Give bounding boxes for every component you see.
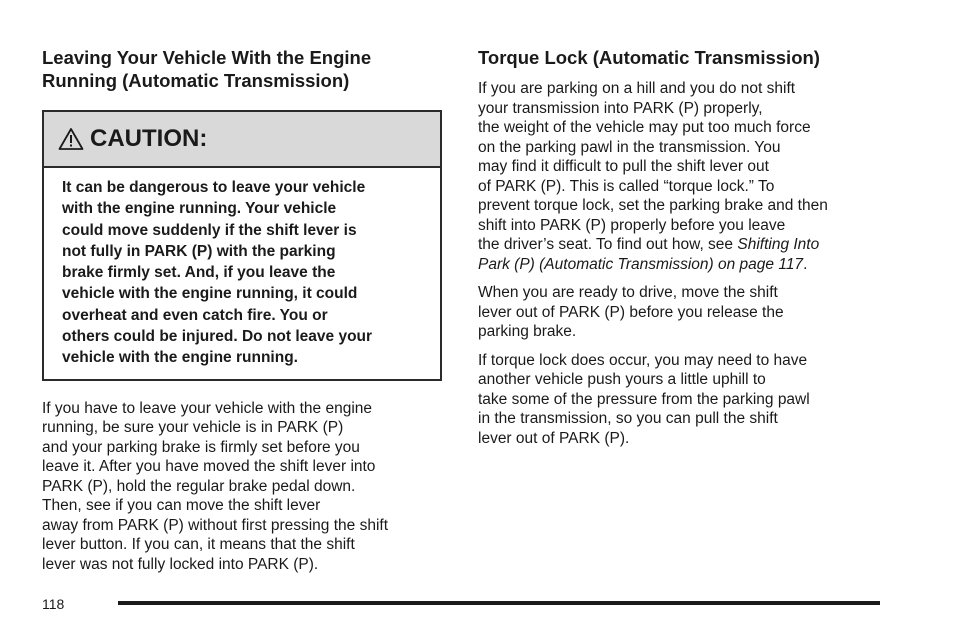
caution-line: others could be injured. Do not leave your — [62, 328, 373, 346]
text-line: and your parking brake is firmly set before you — [42, 438, 360, 456]
warning-triangle-icon — [58, 127, 84, 151]
text-line: may find it difficult to pull the shift lever out — [478, 158, 769, 175]
text-line: If you are parking on a hill and you do not shift — [478, 80, 796, 97]
right-column — [478, 46, 888, 448]
caution-line: not fully in PARK (P) with the parking — [62, 242, 336, 260]
caution-line: with the engine running. Your vehicle — [62, 200, 337, 218]
text-line: of PARK (P). This is called “torque lock.” To — [478, 177, 775, 195]
text-line: lever out of PARK (P) before you release the — [478, 303, 784, 321]
caution-body — [44, 168, 440, 379]
text-line: running, be sure your vehicle is in PARK (P) — [42, 419, 344, 437]
text-line: lever button. If you can, it means that the shift — [42, 536, 355, 554]
text-line: your transmission into PARK (P) properly, — [478, 99, 763, 117]
caution-text — [62, 177, 426, 369]
heading-line: Leaving Your Vehicle With the Engine — [42, 47, 372, 68]
caution-box — [42, 110, 442, 381]
caution-line: vehicle with the engine running. — [62, 349, 298, 367]
text-line: If you have to leave your vehicle with the engine — [42, 399, 373, 417]
text-line: the weight of the vehicle may put too much force — [478, 119, 811, 136]
text-line: lever was not fully locked into PARK (P). — [42, 555, 319, 573]
text-line: lever out of PARK (P). — [478, 429, 630, 447]
text-line: on the parking pawl in the transmission. You — [478, 138, 781, 156]
section-heading-leaving-vehicle — [42, 46, 446, 92]
text-line: another vehicle push yours a little uphill to — [478, 371, 766, 388]
paragraph-ready-to-drive — [478, 283, 888, 342]
caution-title: CAUTION: — [90, 125, 208, 152]
text-line: When you are ready to drive, move the shift — [478, 284, 778, 301]
text-line: PARK (P), hold the regular brake pedal down. — [42, 477, 356, 495]
heading-line: Running (Automatic Transmission) — [42, 70, 350, 91]
text-line: in the transmission, so you can pull the shift — [478, 410, 778, 427]
text-line: take some of the pressure from the parking pawl — [478, 390, 810, 408]
caution-line: It can be dangerous to leave your vehicle — [62, 179, 366, 196]
text-line: Then, see if you can move the shift lever — [42, 497, 321, 515]
paragraph-torque-lock — [478, 79, 888, 274]
caution-line: vehicle with the engine running, it could — [62, 285, 358, 303]
caution-header — [44, 112, 440, 168]
caution-line: could move suddenly if the shift lever is — [62, 221, 357, 239]
left-column — [42, 46, 446, 574]
caution-line: overheat and even catch fire. You or — [62, 306, 328, 324]
text-line: prevent torque lock, set the parking brake and then — [478, 197, 828, 214]
text-fragment: . — [803, 255, 808, 273]
text-line — [478, 255, 888, 275]
text-line: If torque lock does occur, you may need to have — [478, 351, 808, 369]
text-line: leave it. After you have moved the shift lever into — [42, 458, 376, 476]
paragraph-leaving-vehicle — [42, 399, 446, 575]
caution-line: brake firmly set. And, if you leave the — [62, 264, 336, 282]
text-line: away from PARK (P) without first pressing the shift — [42, 516, 388, 534]
cross-reference-link[interactable]: Park (P) (Automatic Transmission) on page 117 — [478, 255, 804, 273]
text-fragment: the driver’s seat. To find out how, see — [478, 236, 738, 253]
text-line: parking brake. — [478, 323, 577, 340]
paragraph-torque-lock-occurs — [478, 351, 888, 449]
page-number: 118 — [42, 596, 65, 612]
text-line: shift into PARK (P) properly before you leave — [478, 216, 786, 234]
text-line — [478, 235, 888, 255]
footer-rule — [118, 601, 880, 605]
cross-reference-link[interactable]: Shifting Into — [737, 236, 820, 253]
section-heading-torque-lock: Torque Lock (Automatic Transmission) — [478, 47, 820, 68]
